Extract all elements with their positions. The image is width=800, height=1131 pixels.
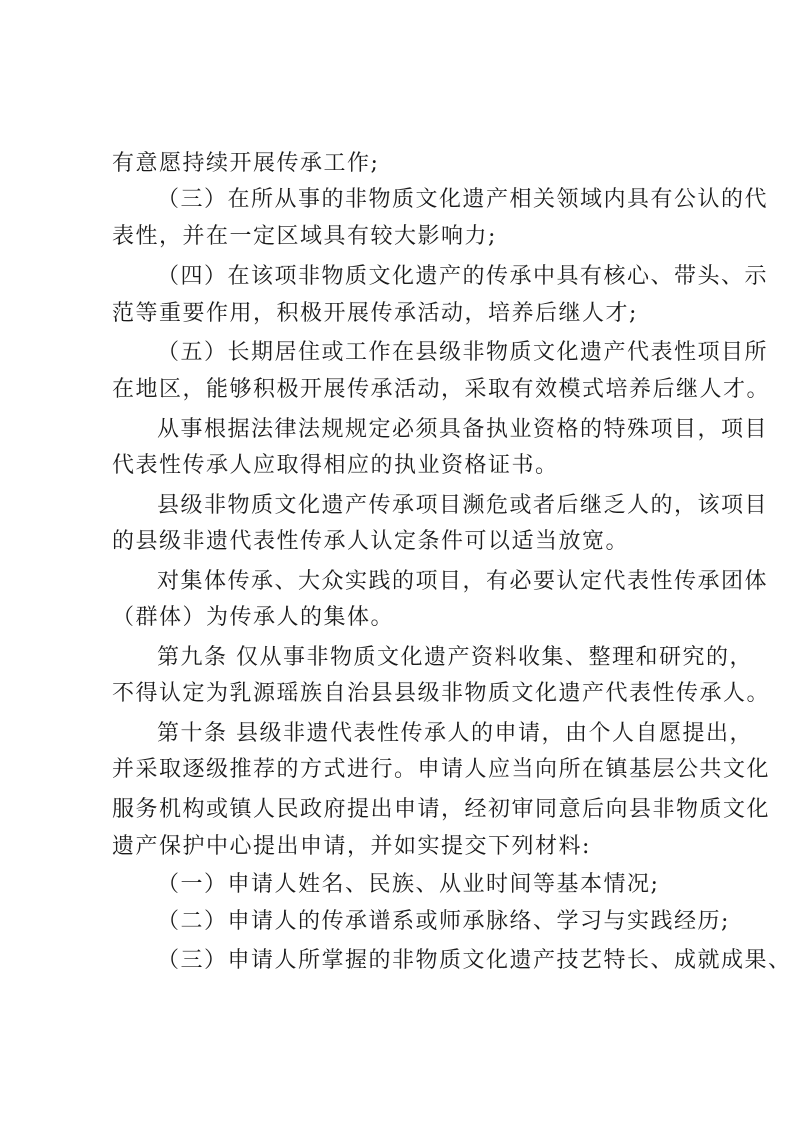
text-line: 有意愿持续开展传承工作; — [112, 151, 380, 176]
text-line: 并采取逐级推荐的方式进行。申请人应当向所在镇基层公共文化 — [112, 757, 771, 782]
text-line: 表性，并在一定区域具有较大影响力; — [112, 224, 497, 249]
text-line: （二）申请人的传承谱系或师承脉络、学习与实践经历; — [157, 909, 730, 934]
text-line: 范等重要作用，积极开展传承活动，培养后继人才; — [112, 301, 638, 326]
text-line: 代表性传承人应取得相应的执业资格证书。 — [112, 453, 559, 478]
text-line: 对集体传承、大众实践的项目，有必要认定代表性传承团体 — [157, 569, 769, 594]
text-line: 第九条 仅从事非物质文化遗产资料收集、整理和研究的， — [157, 645, 753, 670]
text-line: 从事根据法律法规规定必须具备执业资格的特殊项目，项目 — [157, 417, 769, 442]
text-line: 县级非物质文化遗产传承项目濒危或者后继乏人的，该项目 — [157, 493, 769, 518]
text-line: 的县级非遗代表性传承人认定条件可以适当放宽。 — [112, 529, 630, 554]
text-line: （一）申请人姓名、民族、从业时间等基本情况; — [157, 872, 660, 897]
text-line: 遗产保护中心提出申请，并如实提交下列材料: — [112, 834, 591, 859]
text-line: 第十条 县级非遗代表性传承人的申请，由个人自愿提出， — [157, 721, 753, 746]
text-line: 服务机构或镇人民政府提出申请，经初审同意后向县非物质文化 — [112, 797, 771, 822]
text-line: （三）在所从事的非物质文化遗产相关领域内具有公认的代 — [157, 187, 769, 212]
text-line: 在地区，能够积极开展传承活动，采取有效模式培养后继人才。 — [112, 377, 771, 402]
text-line: （五）长期居住或工作在县级非物质文化遗产代表性项目所 — [157, 340, 769, 365]
text-line: （群体）为传承人的集体。 — [112, 605, 395, 630]
text-line: （四）在该项非物质文化遗产的传承中具有核心、带头、示 — [157, 264, 769, 289]
text-line: 不得认定为乳源瑶族自治县县级非物质文化遗产代表性传承人。 — [112, 681, 771, 706]
text-line: （三）申请人所掌握的非物质文化遗产技艺特长、成就成果、 — [157, 948, 792, 973]
